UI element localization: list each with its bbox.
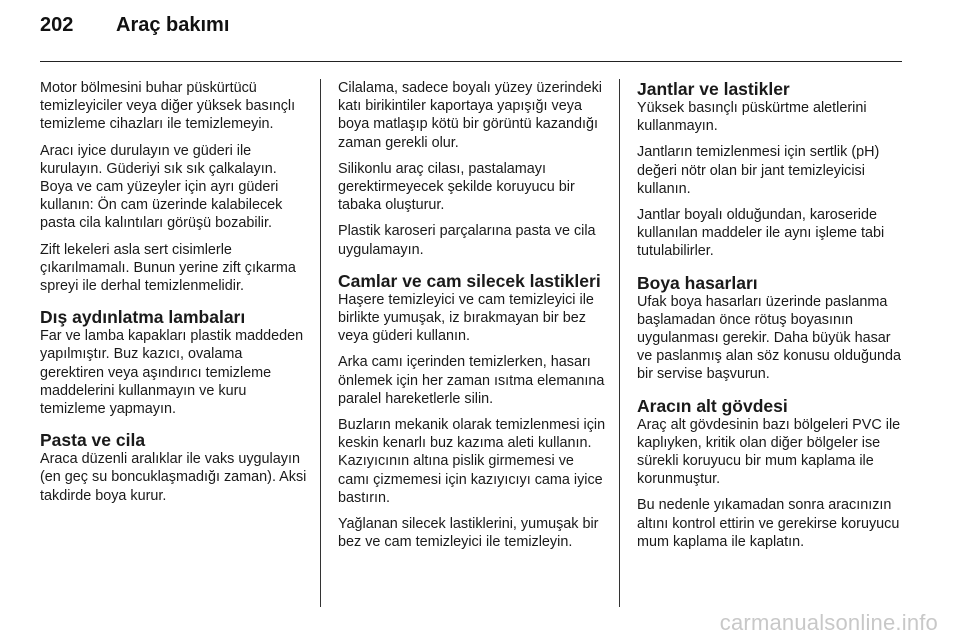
paragraph: Motor bölmesini buhar püskürtücü temizleyiciler veya diğer yüksek basınçlı temizleme cihazları ile temizlemeyin. (40, 80, 296, 133)
paragraph: Far ve lamba kapakları plastik maddeden yapılmıştır. Buz kazıcı, ovalama gerektiren veya aşındırıcı temizleme maddelerini kullanmayın ve kuru temizleme yapmayın. (40, 328, 304, 418)
page-header (40, 14, 229, 37)
section-heading-windows-wipers: Camlar ve cam silecek lastikleri (338, 270, 601, 291)
paragraph: Arka camı içerinden temizlerken, hasarı önlemek için her zaman ısıtma elemanına paralel hareketlerle silin. (338, 354, 605, 407)
paragraph: Yüksek basınçlı püskürtme aletlerini kullanmayın. (637, 100, 867, 135)
section-heading-exterior-lights: Dış aydınlatma lambaları (40, 307, 246, 328)
paragraph: Cilalama, sadece boyalı yüzey üzerindeki katı birikintiler kaportaya yapışığı veya boya matlaşıp kötü bir görüntü kazandığı zaman gerekli olur. (338, 80, 602, 151)
column-3 (637, 79, 907, 559)
header-divider (40, 61, 902, 62)
paragraph: Yağlanan silecek lastiklerini, yumuşak bir bez ve cam temizleyici ile temizleyin. (338, 516, 599, 551)
paragraph: Bu nedenle yıkamadan sonra aracınızın altını kontrol ettirin ve gerekirse koruyucu mum kaplama ile kaplatın. (637, 497, 900, 550)
column-2 (338, 79, 608, 559)
paragraph: Ufak boya hasarları üzerinde paslanma başlamadan önce rötuş boyasının uygulanması gerekir. Daha büyük hasar ve paslanmış alan söz konusu olduğunda bir servise başvurun. (637, 293, 902, 383)
paragraph: Buzların mekanik olarak temizlenmesi için keskin kenarlı buz kazıma aleti kullanın. Kazıyıcının altına pislik girmemesi ve camı çizmemesi için kazıyıcıyı cama iyice bastırın. (338, 417, 606, 506)
paragraph: Araca düzenli aralıklar ile vaks uygulayın (en geç su boncuklaşmadığı zaman). Aksi takdirde boya kurur. (40, 451, 307, 504)
paragraph: Jantların temizlenmesi için sertlik (pH) değeri nötr olan bir jant temizleyicisi kullanın. (637, 144, 880, 197)
section-heading-wheels-tyres: Jantlar ve lastikler (637, 79, 790, 99)
paragraph: Plastik karoseri parçalarına pasta ve cila uygulamayın. (338, 223, 596, 258)
column-divider (619, 79, 620, 607)
column-divider (320, 79, 321, 607)
paragraph: Silikonlu araç cilası, pastalamayı gerektirmeyecek şekilde koruyucu bir tabaka oluşturur. (338, 160, 575, 214)
page-title: Araç bakımı (116, 14, 230, 36)
section-heading-paint-damage: Boya hasarları (637, 272, 758, 293)
paragraph: Aracı iyice durulayın ve güderi ile kurulayın. Güderiyi sık sık çalkalayın. Boya ve cam yüzeyler için ayrı güderi kullanın: Ön cam üzerinde kalabilecek pasta cila kalıntıları görüşü bozabilir. (40, 142, 283, 232)
paragraph: Araç alt gövdesinin bazı bölgeleri PVC ile kaplıyken, kritik olan diğer bölgeler ise sürekli koruyucu bir mum kaplama ile korunmuştur. (637, 416, 901, 488)
section-heading-polish-wax: Pasta ve cila (40, 430, 146, 451)
paragraph: Zift lekeleri asla sert cisimlerle çıkarılmamalı. Bunun yerine zift çıkarma spreyi ile derhal temizlenmelidir. (40, 241, 296, 295)
column-1 (40, 79, 310, 513)
page-number: 202 (40, 14, 74, 36)
section-heading-underbody: Aracın alt gövdesi (637, 395, 788, 416)
paragraph: Jantlar boyalı olduğundan, karoseride kullanılan maddeler ile aynı işleme tabi tutulabilirler. (637, 207, 885, 260)
watermark: carmanualsonline.info (719, 610, 938, 635)
paragraph: Haşere temizleyici ve cam temizleyici ile birlikte yumuşak, iz bırakmayan bir bez veya güderi kullanın. (338, 291, 594, 345)
